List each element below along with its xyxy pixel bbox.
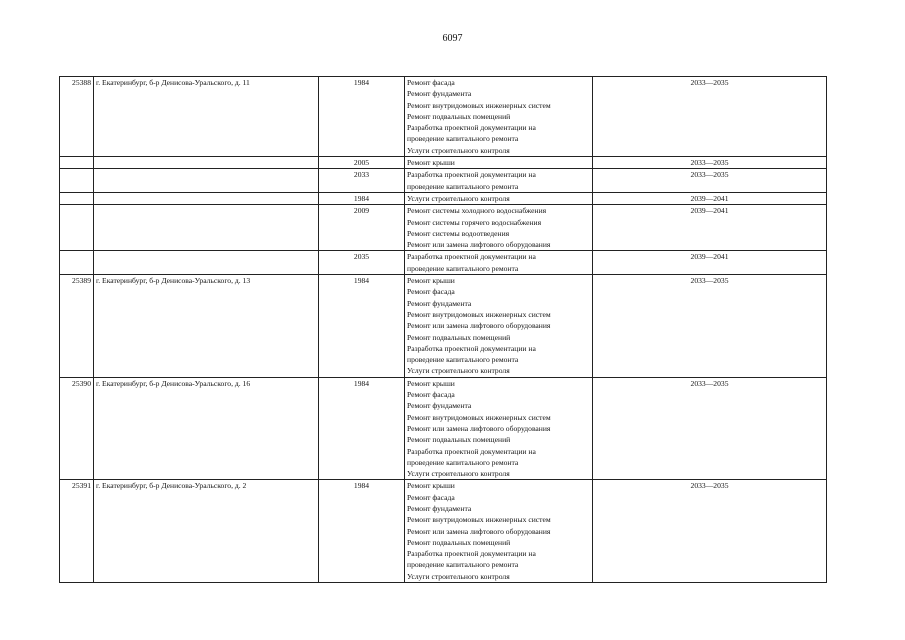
work-item: проведение капитального ремонта [407,457,519,467]
address-cell [94,157,319,169]
period-cell: 2033—2035 [593,157,827,169]
work-item: Разработка проектной документации на [407,446,536,456]
work-item: Ремонт фундамента [407,401,472,411]
work-item: Ремонт внутридомовых инженерных систем [407,100,551,110]
table-row [60,275,827,378]
works-cell [405,169,593,193]
work-item: Ремонт крыши [407,481,455,491]
work-item: Ремонт внутридомовых инженерных систем [407,515,551,525]
works-cell [405,377,593,480]
work-item: Ремонт крыши [407,276,455,286]
work-item: Ремонт фасада [407,390,455,400]
building-number-cell: 25390 [60,377,94,480]
work-item: Ремонт или замена лифтового оборудования [407,321,551,331]
period-cell: 2033—2035 [593,169,827,193]
work-item: Ремонт крыши [407,158,455,168]
work-item: Разработка проектной документации на [407,252,536,262]
work-item: Ремонт подвальных помещений [407,332,511,342]
work-item: Услуги строительного контроля [407,145,510,155]
work-item: Разработка проектной документации на [407,170,536,180]
work-item: Ремонт подвальных помещений [407,111,511,121]
work-item: Ремонт внутридомовых инженерных систем [407,309,551,319]
period-cell: 2039—2041 [593,192,827,204]
works-cell [405,192,593,204]
works-cell [405,480,593,583]
work-item: Ремонт фасада [407,287,455,297]
work-item: проведение капитального ремонта [407,263,519,273]
year-cell: 1984 [319,77,405,157]
building-number-cell [60,192,94,204]
table-row [60,205,827,251]
period-cell: 2039—2041 [593,251,827,275]
work-item: Разработка проектной документации на [407,343,536,353]
table-row [60,377,827,480]
work-item: Ремонт фасада [407,492,455,502]
repair-schedule-table [59,76,827,583]
work-item: Ремонт фасада [407,78,455,87]
address-cell [94,205,319,251]
work-item: Ремонт системы водоотведения [407,228,510,238]
work-item: Ремонт подвальных помещений [407,435,511,445]
building-number-cell: 25388 [60,77,94,157]
building-number-cell: 25391 [60,480,94,583]
work-item: Ремонт или замена лифтового оборудования [407,423,551,433]
building-number-cell [60,251,94,275]
work-item: Ремонт или замена лифтового оборудования [407,240,551,250]
table-row [60,77,827,157]
year-cell: 2033 [319,169,405,193]
building-number-cell [60,169,94,193]
work-item: Разработка проектной документации на [407,123,536,133]
address-cell: г. Екатеринбург, б-р Денисова-Уральского, д. 11 [94,77,319,157]
period-cell: 2039—2041 [593,205,827,251]
work-item: Ремонт внутридомовых инженерных систем [407,412,551,422]
works-cell [405,251,593,275]
work-item: Ремонт фундамента [407,503,472,513]
work-item: проведение капитального ремонта [407,355,519,365]
building-number-cell [60,205,94,251]
address-cell [94,251,319,275]
address-cell [94,169,319,193]
address-cell: г. Екатеринбург, б-р Денисова-Уральского, д. 16 [94,377,319,480]
works-cell [405,205,593,251]
works-cell [405,77,593,157]
year-cell: 1984 [319,377,405,480]
year-cell: 1984 [319,192,405,204]
table-body [60,77,827,583]
works-cell [405,157,593,169]
work-item: Ремонт системы горячего водоснабжения [407,217,542,227]
work-item: Услуги строительного контроля [407,469,510,479]
work-item: Ремонт системы холодного водоснабжения [407,206,547,216]
work-item: Ремонт фундамента [407,298,472,308]
table-row [60,157,827,169]
period-cell: 2033—2035 [593,77,827,157]
work-item: Ремонт подвальных помещений [407,537,511,547]
work-item: проведение капитального ремонта [407,134,519,144]
table-row [60,480,827,583]
work-item: Услуги строительного контроля [407,366,510,376]
page-number: 6097 [442,33,463,44]
table-row [60,192,827,204]
address-cell: г. Екатеринбург, б-р Денисова-Уральского, д. 13 [94,275,319,378]
building-number-cell: 25389 [60,275,94,378]
work-item: Ремонт фундамента [407,89,472,99]
table-row [60,169,827,193]
work-item: Ремонт или замена лифтового оборудования [407,526,551,536]
building-number-cell [60,157,94,169]
period-cell: 2033—2035 [593,377,827,480]
year-cell: 2035 [319,251,405,275]
year-cell: 2009 [319,205,405,251]
table-row [60,251,827,275]
work-item: Разработка проектной документации на [407,549,536,559]
work-item: Услуги строительного контроля [407,193,510,203]
address-cell [94,192,319,204]
period-cell: 2033—2035 [593,275,827,378]
work-item: Услуги строительного контроля [407,571,510,581]
year-cell: 2005 [319,157,405,169]
year-cell: 1984 [319,480,405,583]
period-cell: 2033—2035 [593,480,827,583]
works-cell [405,275,593,378]
work-item: проведение капитального ремонта [407,560,519,570]
work-item: проведение капитального ремонта [407,181,519,191]
year-cell: 1984 [319,275,405,378]
work-item: Ремонт крыши [407,378,455,388]
address-cell: г. Екатеринбург, б-р Денисова-Уральского, д. 2 [94,480,319,583]
